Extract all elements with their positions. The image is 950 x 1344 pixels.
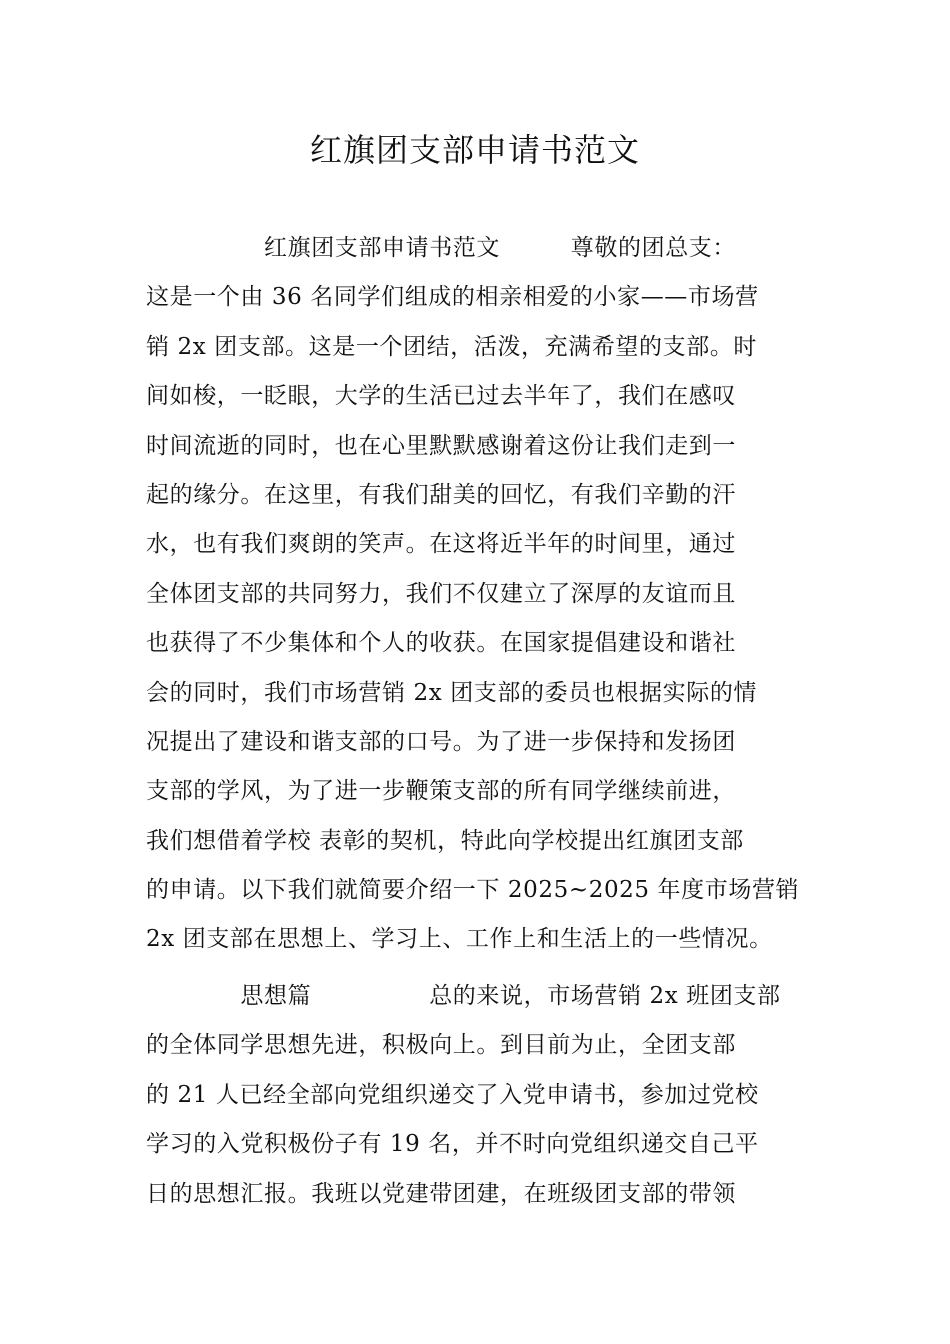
text-line: 况提出了建设和谐支部的口号。为了进一步保持和发扬团 [146,728,736,755]
text-line: 我们想借着学校 表彰的契机，特此向学校提出红旗团支部 [146,827,744,854]
text-line: 全体团支部的共同努力，我们不仅建立了深厚的友谊而且 [146,580,736,607]
paragraph-1 [146,224,836,965]
document-title: 红旗团支部申请书范文 [309,131,640,169]
text-line: 也获得了不少集体和个人的收获。在国家提倡建设和谐社 [146,630,736,657]
text-line: 时间流逝的同时，也在心里默默感谢着这份让我们走到一 [146,432,736,459]
text-line: 红旗团支部申请书范文 尊敬的团总支： [146,235,736,261]
paragraph-2 [146,972,836,1219]
text-line: 支部的学风，为了进一步鞭策支部的所有同学继续前进， [146,778,736,805]
text-line: 日的思想汇报。我班以党建带团建，在班级团支部的带领 [146,1180,736,1207]
text-line: 的全体同学思想先进，积极向上。到目前为止，全团支部 [146,1032,736,1059]
text-line: 学习的入党积极份子有 19 名，并不时向党组织递交自己平 [146,1131,759,1158]
text-line: 这是一个由 36 名同学们组成的相亲相爱的小家——市场营 [146,284,759,311]
text-line: 思想篇 总的来说，市场营销 2x 班团支部 [146,983,781,1009]
text-line: 起的缘分。在这里，有我们甜美的回忆，有我们辛勤的汗 [146,481,736,508]
text-line: 会的同时，我们市场营销 2x 团支部的委员也根据实际的情 [146,679,758,706]
text-line: 的申请。以下我们就简要介绍一下 2025~2025 年度市场营销 [146,877,800,904]
text-line: 的 21 人已经全部向党组织递交了入党申请书，参加过党校 [146,1081,759,1108]
text-line: 销 2x 团支部。这是一个团结，活泼，充满希望的支部。时 [146,333,758,360]
text-line: 间如梭，一眨眼，大学的生活已过去半年了，我们在感叹 [146,383,736,410]
text-line: 2x 团支部在思想上、学习上、工作上和生活上的一些情况。 [146,926,773,953]
text-line: 水，也有我们爽朗的笑声。在这将近半年的时间里，通过 [146,531,736,558]
